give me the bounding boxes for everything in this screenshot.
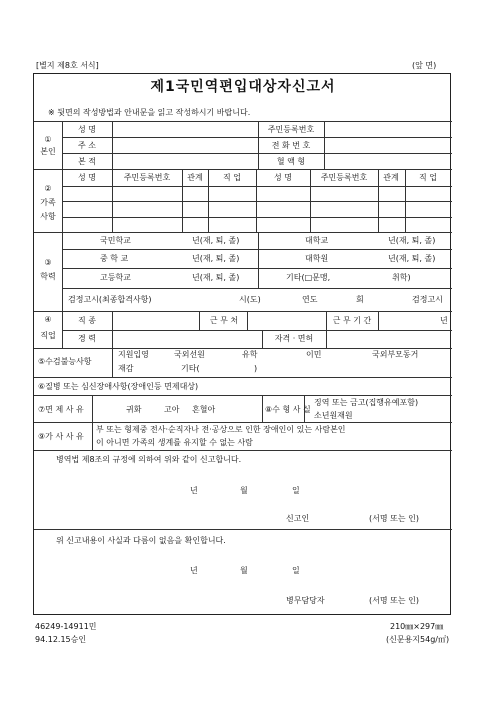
section2-label-1: 가족 — [40, 198, 56, 207]
family-col-rrn-2: 주민등록번호 — [320, 173, 368, 182]
confirmation-year: 년 — [190, 566, 198, 575]
exam-type: 검정고시 — [412, 295, 443, 304]
footer-size: 210㎜×297㎜ — [390, 622, 444, 631]
family-col-relation: 관계 — [187, 173, 203, 182]
section4-label: 직업 — [40, 331, 56, 340]
opt-prison: 재감 — [118, 364, 134, 373]
blood-type-field[interactable] — [325, 154, 451, 168]
criminal-imprisonment: 징역 또는 금고(집행유예포함) — [314, 398, 419, 407]
opt-other-close: ) — [254, 364, 258, 373]
opt-study-abroad: 유학 — [242, 350, 258, 359]
label-name: 성 명 — [78, 125, 96, 134]
edu-graduate-status: 년(재, 퇴, 졸) — [388, 254, 436, 263]
section8-label: ⑧수 형 사 실 — [265, 405, 311, 414]
edu-other: 기타(□문맹, — [286, 273, 331, 282]
label-rrn: 주민등록번호 — [267, 125, 315, 134]
edu-middle: 중 학 교 — [100, 254, 129, 263]
edu-elementary: 국민학교 — [100, 236, 131, 245]
family-reason-line1: 부 또는 형제중 전사·순직자나 전·공상으로 인한 장애인이 있는 사람본인 — [96, 425, 346, 434]
work-period-year: 년 — [440, 316, 448, 325]
section7-label: ⑦면 제 사 유 — [38, 405, 84, 414]
edu-elementary-status: 년(재, 퇴, 졸) — [192, 236, 240, 245]
exam-region: 시(도) — [239, 295, 261, 304]
rrn-field[interactable] — [325, 122, 451, 136]
officer-sign[interactable]: (서명 또는 인) — [369, 596, 419, 605]
exempt-naturalized: 귀화 — [126, 405, 142, 414]
label-workplace: 근 무 처 — [209, 316, 239, 325]
opt-other: 기타( — [181, 364, 200, 373]
address-field[interactable] — [113, 138, 258, 152]
label-license: 자격 · 면허 — [274, 334, 314, 343]
confirmation-month: 월 — [240, 566, 248, 575]
label-career: 경 력 — [78, 334, 96, 343]
edu-college-status: 년(재, 퇴, 졸) — [388, 236, 436, 245]
exam-round: 회 — [356, 295, 364, 304]
confirmation-day: 일 — [292, 566, 300, 575]
edu-high: 고등학교 — [100, 273, 131, 282]
section5-label: ⑤수검불능사항 — [38, 357, 92, 366]
family-col-job-2: 직 업 — [419, 173, 437, 182]
footer-paper: (신문용지54g/㎡) — [386, 635, 450, 644]
family-col-job: 직 업 — [223, 173, 241, 182]
declaration-day: 일 — [292, 486, 300, 495]
edu-middle-status: 년(재, 퇴, 졸) — [192, 254, 240, 263]
criminal-juvenile: 소년원재원 — [314, 411, 353, 420]
family-reason-line2: 이 아니면 가족의 생계를 유지할 수 없는 사람 — [96, 438, 253, 447]
confirmation-statement: 위 신고내용이 사실과 다름이 없음을 확인합니다. — [56, 536, 226, 545]
edu-high-status: 년(재, 퇴, 졸) — [192, 273, 240, 282]
section1-label: 본인 — [40, 147, 56, 156]
notice-text: ※ 뒷면의 작성방법과 안내문을 읽고 작성하시기 바랍니다. — [48, 108, 251, 117]
declaration-year: 년 — [190, 486, 198, 495]
section4-number: ④ — [44, 315, 52, 324]
family-col-relation-2: 관계 — [383, 173, 399, 182]
exempt-orphan: 고아 — [164, 405, 180, 414]
declarant-label: 신고인 — [286, 514, 310, 523]
section3-label: 학력 — [40, 272, 56, 281]
exam-label: 검정고시(최종합격사항) — [68, 295, 152, 304]
label-origin: 본 적 — [78, 157, 96, 166]
section2-number: ② — [44, 184, 52, 193]
label-address: 주 소 — [78, 141, 96, 150]
opt-seaman: 국외선원 — [174, 350, 205, 359]
declarant-sign[interactable]: (서명 또는 인) — [369, 514, 419, 523]
label-blood: 혈 액 형 — [276, 157, 306, 166]
opt-emigrate: 이민 — [306, 350, 322, 359]
section9-label: ⑨가 사 사 유 — [38, 432, 84, 441]
label-work-period: 근 무 기 간 — [332, 316, 372, 325]
section1-number: ① — [44, 135, 52, 144]
registration-form — [33, 73, 451, 615]
opt-enlist: 지원입영 — [118, 350, 149, 359]
label-phone: 전 화 번 호 — [271, 141, 311, 150]
edu-graduate: 대학원 — [305, 254, 329, 263]
exam-year: 연도 — [302, 295, 318, 304]
phone-field[interactable] — [325, 138, 451, 152]
officer-label: 병무담당자 — [286, 596, 325, 605]
form-number: [별지 제8호 서식] — [36, 61, 99, 70]
form-title: 제1국민역편입대상자신고서 — [150, 79, 336, 95]
exempt-mixed: 혼혈아 — [192, 405, 216, 414]
declaration-month: 월 — [240, 486, 248, 495]
section6-label: ⑥질병 또는 심신장애사항(장애인등 면제대상) — [38, 382, 199, 391]
footer-approval: 94.12.15승인 — [35, 635, 87, 644]
section3-number: ③ — [44, 258, 52, 267]
edu-other-enrolled: 취학) — [392, 273, 411, 282]
opt-with-parents-abroad: 국외부모동거 — [372, 350, 419, 359]
family-col-name-2: 성 명 — [274, 173, 292, 182]
section2-label-2: 사항 — [40, 212, 56, 221]
family-col-rrn: 주민등록번호 — [123, 173, 171, 182]
declaration-statement: 병역법 제8조의 규정에 의하여 위와 같이 신고합니다. — [56, 455, 242, 464]
origin-field[interactable] — [113, 154, 258, 168]
family-col-name: 성 명 — [78, 173, 96, 182]
footer-code: 46249-14911민 — [35, 622, 97, 631]
label-job-type: 직 종 — [78, 316, 96, 325]
name-field[interactable] — [113, 122, 258, 136]
page-side-label: (앞 면) — [412, 61, 437, 70]
edu-college: 대학교 — [305, 236, 329, 245]
